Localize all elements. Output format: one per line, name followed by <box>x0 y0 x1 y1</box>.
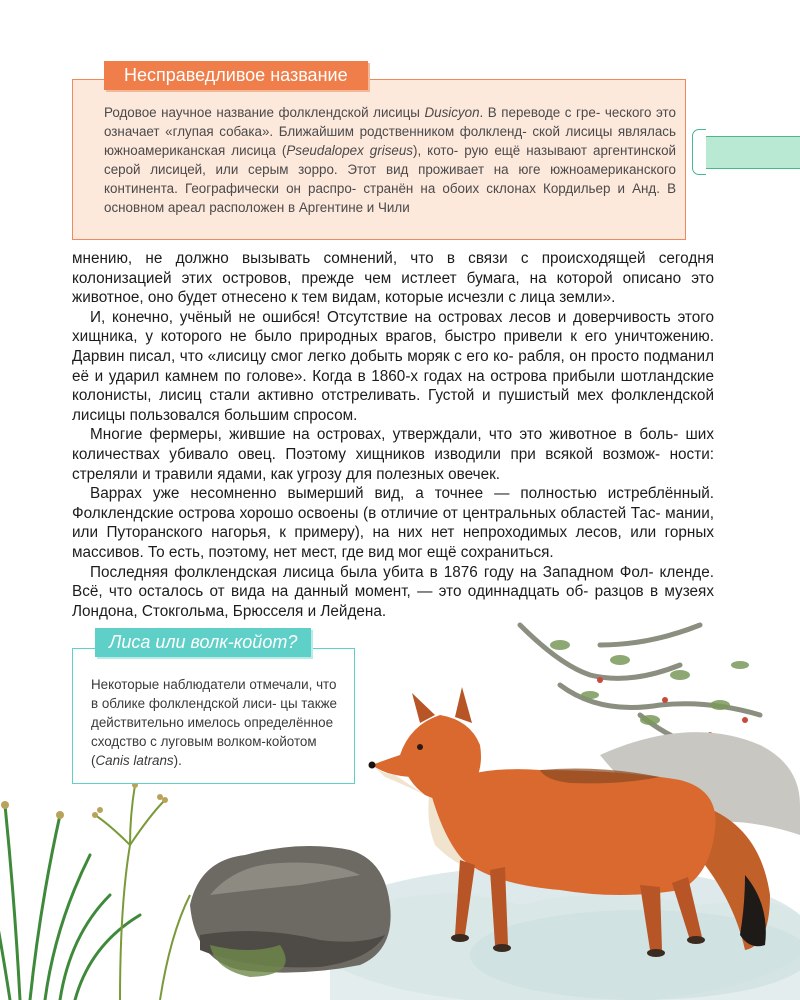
sidebar-title-unfair-name: Несправедливое название <box>104 61 368 90</box>
sidebar-title-fox-or-coyote: Лиса или волк-койот? <box>95 628 311 657</box>
text-line: ческого это означает «глупая собака». Ближайшим родственником фолкленд- <box>104 105 676 139</box>
text-line: странён на обоих склонах Кордильер и Анд. В основном ареал расположен <box>104 181 677 215</box>
text-line: цы также действительно имелось <box>91 696 338 730</box>
body-paragraph: Варрах уже несомненно вымерший вид, а точнее — полностью истреблённый. Фолклендские острова хорошо освоены (в отличие от центральных областей Тас- мании, или Путоранского нагорья, к примеру), на них нет непроходимых лесов, или горных массивов. То есть, поэтому, нет мест, где вид мог ещё сохраниться. <box>72 485 714 561</box>
sidebar-text-fox-or-coyote <box>91 675 339 770</box>
text-line: Некоторые наблюдатели отмечали, <box>91 677 313 692</box>
body-paragraph: мнению, не должно вызывать сомнений, что в связи с происходящей сегодня колонизацией этих островов, прежде чем истлеет бумага, на которой описано это животное, оно будет отнесено к тем видам, которые исчезли с лица земли». <box>72 250 714 307</box>
sidebar-text-unfair-name <box>104 103 676 217</box>
bookmark-tab-cap <box>692 129 706 175</box>
grass-flowers <box>95 785 190 1000</box>
text-line: Родовое научное название фолклендской лисицы Dusicyon. В переводе с гре- <box>104 105 601 120</box>
grass-seedheads <box>1 778 168 819</box>
rock <box>190 846 391 977</box>
body-paragraph: И, конечно, учёный не ошибся! Отсутствие на островах лесов и доверчивость этого хищника, у которого не было природных врагов, быстро привели к его уничтожению. Дарвин писал, что «лисицу смог легко добыть моряк с его ко- рабля, он просто подманил её и ударил камнем по голове». Когда в 1860-х годах на острова прибыли шотландские колонисты, лисиц стали активно отстреливать. Густой и пушистый мех фолклендской лисицы пользовался большим спросом. <box>72 308 714 424</box>
text-line: ской лисицы являлась южноамериканская лисица (Pseudalopex griseus), кото- <box>104 124 676 158</box>
text-line: определённое сходство с луговым <box>91 715 334 749</box>
text-line: рую ещё называют аргентинской серой лисицей, или серым зорро. Этот вид <box>104 143 677 177</box>
latin-name: Canis latrans <box>95 753 174 768</box>
latin-name: Pseudalopex griseus <box>286 143 413 158</box>
text-line: волком-койотом (Canis latrans). <box>91 734 317 768</box>
bookmark-tab <box>698 136 800 169</box>
body-paragraph: Последняя фолклендская лисица была убита в 1876 году на Западном Фол- кленде. Всё, что осталось от вида на данный момент, — это одиннадцать об- разцов в музеях Лондона, Стокгольма, Брюсселя и Лейдена. <box>72 563 714 620</box>
main-article-text <box>72 249 714 621</box>
latin-name: Dusicyon <box>424 105 480 120</box>
body-paragraph: Многие фермеры, жившие на островах, утверждали, что это животное в боль- ших количествах убивало овец. Поэтому хищников изводили при всякой возмож- ности: стреляли и травили ядами, как угрозу для полезных овечек. <box>72 426 714 483</box>
text-line: в Аргентине и Чили <box>287 200 410 215</box>
text-line: что в облике фолклендской лиси- <box>91 677 337 711</box>
text-line: проживает на юге южноамериканского континента. Географически он распро- <box>104 162 677 196</box>
